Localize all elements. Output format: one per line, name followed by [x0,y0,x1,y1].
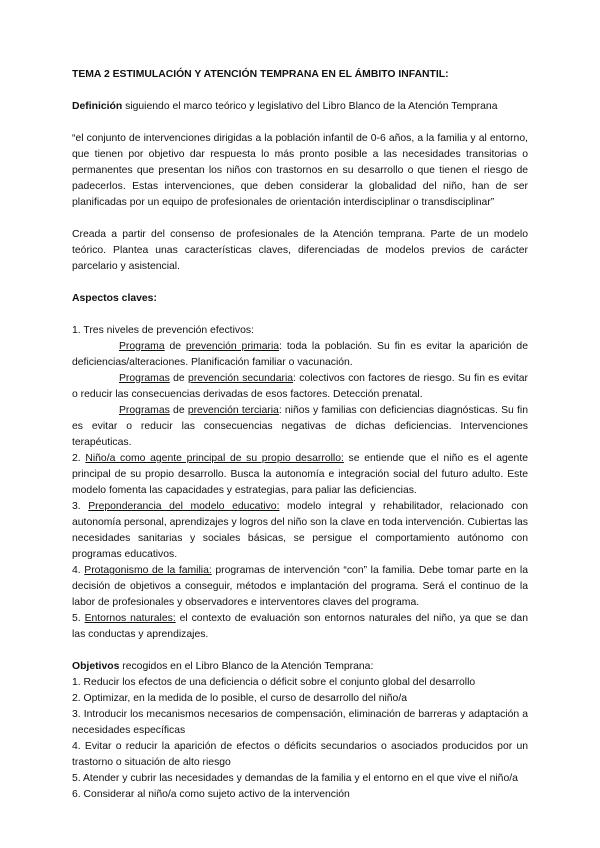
objective-item: 6. Considerar al niño/a como sujeto activo de la intervención [72,789,350,800]
aspect-secondary-prevention: Programas de prevención secundaria: colectivos con factores de riesgo. Su fin es evitar o reducir las consecuencias derivadas de esos factores. Detección prenatal. [72,373,528,400]
aspect-item-5: 5. Entornos naturales: el contexto de evaluación son entornos naturales del niño, ya que se dan las conductas y aprendizajes. [72,613,528,640]
aspect-item-1-intro: 1. Tres niveles de prevención efectivos: [72,325,254,336]
objective-item: 5. Atender y cubrir las necesidades y demandas de la familia y el entorno en el que vive el niño/a [72,773,518,784]
document-title: TEMA 2 ESTIMULACIÓN Y ATENCIÓN TEMPRANA EN EL ÁMBITO INFANTIL: [72,69,449,80]
objective-item: 4. Evitar o reducir la aparición de efectos o déficits secundarios o asociados producidos por un trastorno o situación de alto riesgo [72,741,528,768]
definition-paragraph: Creada a partir del consenso de profesionales de la Atención temprana. Parte de un modelo teórico. Plantea unas características claves, diferenciadas de modelos previos de carácter parcelario y asistencial. [72,229,528,272]
aspects-heading: Aspectos claves: [72,293,157,304]
document-page [72,66,528,803]
objectives-heading: Objetivos recogidos en el Libro Blanco de la Atención Temprana: [72,661,374,672]
aspect-item-3: 3. Preponderancia del modelo educativo: modelo integral y rehabilitador, relacionado con autonomía personal, aprendizajes y logros del niño son la clave en toda intervención. Cubiertas las necesidades sanitarias y sociales básicas, se persigue el comportamiento autónomo con programas educativos. [72,501,528,560]
definition-label: Definición [72,101,123,112]
objective-item: 2. Optimizar, en la medida de lo posible, el curso de desarrollo del niño/a [72,693,408,704]
definition-quote: “el conjunto de intervenciones dirigidas a la población infantil de 0-6 años, a la familia y al entorno, que tienen por objetivo dar respuesta lo más pronto posible a las necesidades transitorias o permanentes que presentan los niños con trastornos en su desarrollo o que tienen el riesgo de padecerlos. Estas intervenciones, que deben considerar la globalidad del niño, han de ser planificadas por un equipo de profesionales de orientación interdisciplinar o transdisciplinar” [72,133,528,208]
objective-item: 3. Introducir los mecanismos necesarios de compensación, eliminación de barreras y adaptación a necesidades específicas [72,709,528,736]
aspect-item-4: 4. Protagonismo de la familia: programas de intervención “con” la familia. Debe tomar parte en la decisión de objetivos a conseguir, métodos e implantación del programa. Será el continuo de la labor de profesionales y observadores e interventores claves del programa. [72,565,529,608]
aspect-primary-prevention: Programa de prevención primaria: toda la población. Su fin es evitar la aparición de deficiencias/alteraciones. Planificación familiar o vacunación. [72,341,528,368]
definition-line: Definición siguiendo el marco teórico y legislativo del Libro Blanco de la Atención Temprana [72,101,498,112]
objective-item: 1. Reducir los efectos de una deficiencia o déficit sobre el conjunto global del desarrollo [72,677,476,688]
aspect-item-2: 2. Niño/a como agente principal de su propio desarrollo: se entiende que el niño es el agente principal de su propio desarrollo. Busca la autonomía e integración social del futuro adulto. Este modelo fomenta las capacidades y estrategias, para paliar las deficiencias. [72,453,528,496]
aspect-tertiary-prevention: Programas de prevención terciaria: niños y familias con deficiencias diagnósticas. Su fin es evitar o reducir las consecuencias negativas de dichas deficiencias. Intervenciones terapéuticas. [72,405,528,448]
